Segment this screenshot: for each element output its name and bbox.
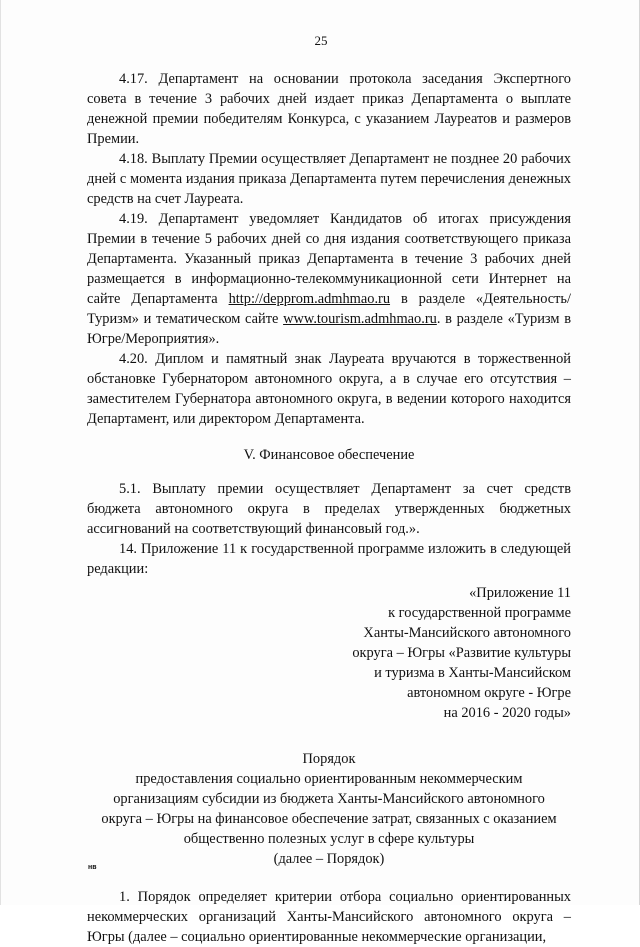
appendix-line: Ханты-Мансийского автономного bbox=[363, 625, 571, 641]
paragraph-4-19-text-a: 4.19. Департамент уведомляет Кандидатов об итогах присуждения Премии в течение 5 рабочих дней со дня издания соответствующего приказа Департамента. Указанный приказ Департамента в течение 3 рабочих дней размещается в информационно-телекоммуникационной сети Интернет на сайте Департамента bbox=[87, 211, 571, 307]
document-body bbox=[87, 69, 571, 947]
footer-mark: нв bbox=[88, 864, 97, 871]
section-v-title: V. Финансовое обеспечение bbox=[243, 447, 415, 463]
paragraph-1: 1. Порядок определяет критерии отбора социально ориентированных некоммерческих организаций Ханты-Мансийского автономного округа – Югры (далее – социально ориентированные некоммерческие организации, bbox=[87, 889, 571, 945]
paragraph-4-19-text-b: в разделе «Деятельность/Туризм» и тематическом сайте bbox=[87, 291, 571, 327]
paragraph-4-19 bbox=[87, 209, 571, 349]
appendix-line: «Приложение 11 bbox=[469, 585, 571, 601]
paragraph-14: 14. Приложение 11 к государственной программе изложить в следующей редакции: bbox=[87, 541, 571, 577]
order-subtitle-line: предоставления социально ориентированным некоммерческим bbox=[135, 771, 523, 787]
page-number: 25 bbox=[314, 33, 328, 48]
order-subtitle-line: (далее – Порядок) bbox=[273, 851, 385, 867]
order-title: Порядок bbox=[302, 751, 356, 767]
appendix-line: на 2016 - 2020 годы» bbox=[443, 705, 571, 721]
appendix-header bbox=[87, 583, 571, 723]
paragraph-4-17: 4.17. Департамент на основании протокола заседания Экспертного совета в течение 3 рабочих дней издает приказ Департамента о выплате денежной премии победителям Конкурса, с указанием Лауреатов и размеров Премии. bbox=[87, 71, 571, 147]
appendix-line: округа – Югры «Развитие культуры bbox=[352, 645, 571, 661]
appendix-line: и туризма в Ханты-Мансийском bbox=[374, 665, 571, 681]
paragraph-4-20: 4.20. Диплом и памятный знак Лауреата вручаются в торжественной обстановке Губернатором автономного округа, а в случае его отсутствия – заместителем Губернатора автономного округа, в ведении которого находится Департамент, или директором Департамента. bbox=[87, 351, 571, 427]
order-subtitle-line: общественно полезных услуг в сфере культуры bbox=[183, 831, 475, 847]
order-subtitle bbox=[87, 769, 571, 869]
appendix-line: автономном округе - Югре bbox=[407, 685, 571, 701]
depprom-link[interactable]: http://depprom.admhmao.ru bbox=[228, 291, 391, 307]
paragraph-4-19-text-c: . в разделе «Туризм в Югре/Мероприятия». bbox=[87, 311, 571, 347]
appendix-line: к государственной программе bbox=[388, 605, 571, 621]
paragraph-4-18: 4.18. Выплату Премии осуществляет Департамент не позднее 20 рабочих дней с момента издания приказа Департамента путем перечисления денежных средств на счет Лауреата. bbox=[87, 151, 571, 207]
tourism-link[interactable]: www.tourism.admhmao.ru bbox=[283, 311, 437, 327]
order-subtitle-line: округа – Югры на финансовое обеспечение затрат, связанных с оказанием bbox=[101, 811, 557, 827]
paragraph-5-1: 5.1. Выплату премии осуществляет Департамент за счет средств бюджета автономного округа в пределах утвержденных бюджетных ассигнований на соответствующий финансовый год.». bbox=[87, 481, 571, 537]
order-subtitle-line: организациям субсидии из бюджета Ханты-Мансийского автономного bbox=[113, 791, 545, 807]
